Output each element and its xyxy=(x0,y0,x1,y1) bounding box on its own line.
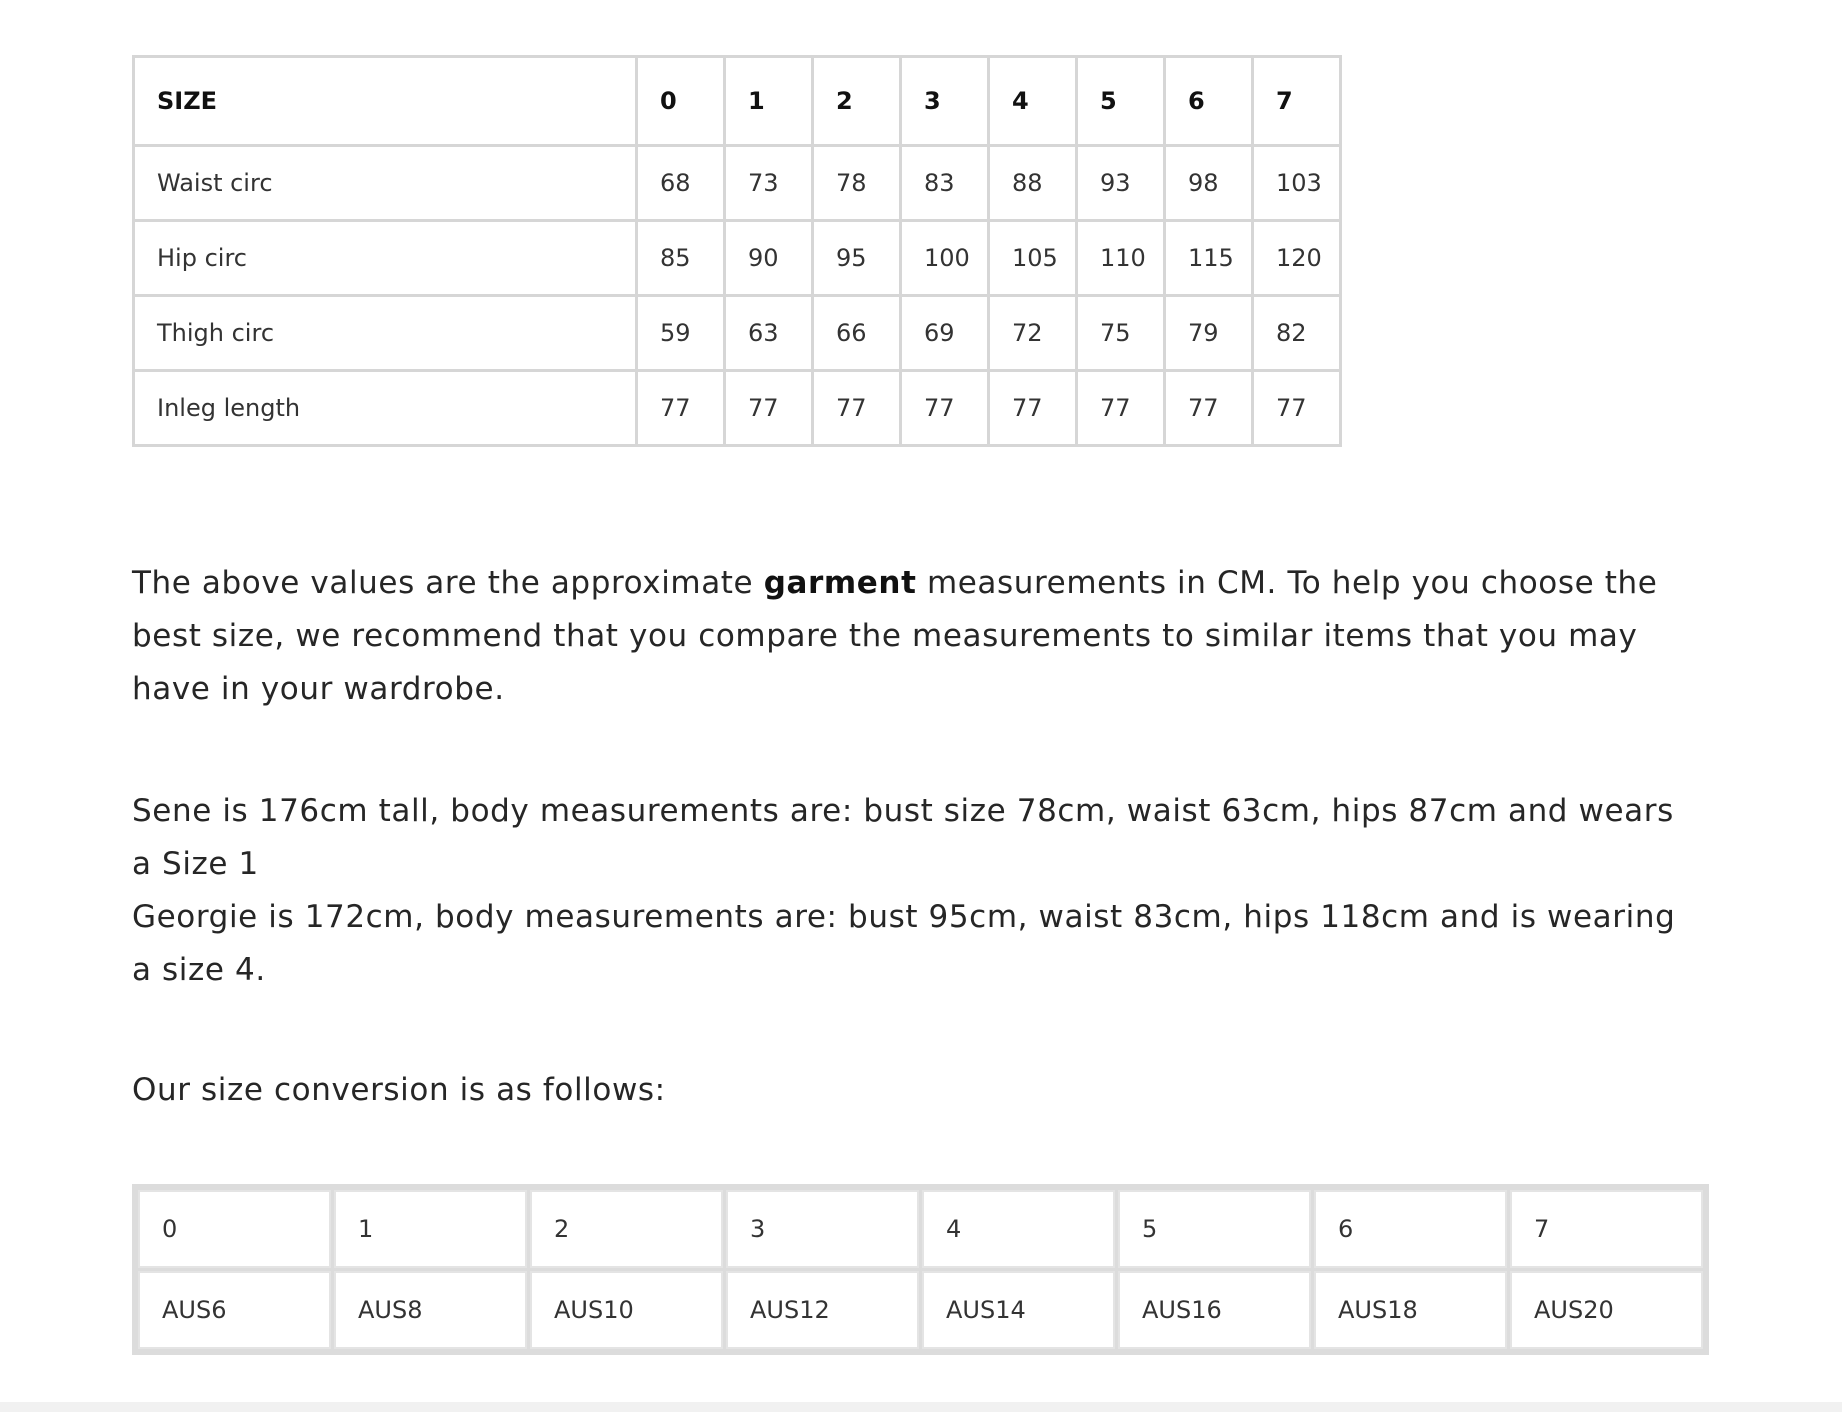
size-header-cell: 1 xyxy=(725,57,813,146)
measurement-value: 77 xyxy=(989,371,1077,446)
measurement-value: 72 xyxy=(989,296,1077,371)
measurement-value: 79 xyxy=(1165,296,1253,371)
size-cell: 4 xyxy=(922,1190,1115,1268)
measurement-value: 78 xyxy=(813,146,901,221)
measurement-value: 77 xyxy=(725,371,813,446)
model-info-sene: Sene is 176cm tall, body measurements are: bust size 78cm, waist 63cm, hips 87cm and wears a Size 1 xyxy=(132,793,1674,882)
measurement-value: 88 xyxy=(989,146,1077,221)
measurement-value: 95 xyxy=(813,221,901,296)
table-row xyxy=(134,146,1341,221)
measurement-value: 73 xyxy=(725,146,813,221)
garment-note-text-start: The above values are the approximate xyxy=(132,565,764,601)
size-cell: 6 xyxy=(1314,1190,1507,1268)
table-row xyxy=(134,296,1341,371)
measurement-value: 77 xyxy=(1165,371,1253,446)
table-row xyxy=(138,1271,1703,1349)
table-row xyxy=(134,221,1341,296)
model-info-georgie: Georgie is 172cm, body measurements are: bust 95cm, waist 83cm, hips 118cm and is wearing a size 4. xyxy=(132,899,1676,988)
measurement-value: 100 xyxy=(901,221,989,296)
aus-size-cell: AUS6 xyxy=(138,1271,331,1349)
measurement-value: 90 xyxy=(725,221,813,296)
measurement-value: 110 xyxy=(1077,221,1165,296)
measurement-value: 98 xyxy=(1165,146,1253,221)
measurement-value: 85 xyxy=(637,221,725,296)
measurement-value: 120 xyxy=(1253,221,1341,296)
aus-size-cell: AUS18 xyxy=(1314,1271,1507,1349)
measurement-value: 115 xyxy=(1165,221,1253,296)
aus-size-cell: AUS16 xyxy=(1118,1271,1311,1349)
measurement-label: Thigh circ xyxy=(134,296,637,371)
measurement-label: Waist circ xyxy=(134,146,637,221)
measurement-value: 93 xyxy=(1077,146,1165,221)
size-header-cell: 0 xyxy=(637,57,725,146)
size-cell: 7 xyxy=(1510,1190,1703,1268)
model-info-paragraph xyxy=(132,785,1692,997)
size-header-cell: 7 xyxy=(1253,57,1341,146)
measurement-value: 83 xyxy=(901,146,989,221)
measurement-value: 63 xyxy=(725,296,813,371)
size-conversion-intro: Our size conversion is as follows: xyxy=(132,1072,666,1108)
measurement-value: 68 xyxy=(637,146,725,221)
measurement-value: 103 xyxy=(1253,146,1341,221)
aus-size-cell: AUS20 xyxy=(1510,1271,1703,1349)
size-cell: 3 xyxy=(726,1190,919,1268)
size-cell: 2 xyxy=(530,1190,723,1268)
size-header-cell: 3 xyxy=(901,57,989,146)
garment-note-emphasis: garment xyxy=(763,565,917,601)
size-header-cell: 4 xyxy=(989,57,1077,146)
size-header-cell: 2 xyxy=(813,57,901,146)
size-cell: 5 xyxy=(1118,1190,1311,1268)
table-row xyxy=(138,1190,1703,1268)
measurement-value: 75 xyxy=(1077,296,1165,371)
measurement-value: 77 xyxy=(637,371,725,446)
measurement-value: 77 xyxy=(901,371,989,446)
measurement-value: 77 xyxy=(813,371,901,446)
aus-size-cell: AUS14 xyxy=(922,1271,1115,1349)
measurement-value: 69 xyxy=(901,296,989,371)
size-chart-header-row xyxy=(134,57,1341,146)
garment-note-text-end: measurements in CM. To help you choose the best size, we recommend that you compare the measurements to similar items that you may have in your wardrobe. xyxy=(132,565,1658,707)
measurement-value: 105 xyxy=(989,221,1077,296)
size-header-cell: SIZE xyxy=(134,57,637,146)
measurement-value: 77 xyxy=(1253,371,1341,446)
size-cell: 0 xyxy=(138,1190,331,1268)
aus-size-cell: AUS10 xyxy=(530,1271,723,1349)
size-header-cell: 5 xyxy=(1077,57,1165,146)
aus-size-cell: AUS8 xyxy=(334,1271,527,1349)
measurement-value: 59 xyxy=(637,296,725,371)
measurement-value: 82 xyxy=(1253,296,1341,371)
garment-note-paragraph xyxy=(132,557,1692,716)
measurement-value: 77 xyxy=(1077,371,1165,446)
footer-band xyxy=(0,1402,1842,1412)
measurement-label: Inleg length xyxy=(134,371,637,446)
size-cell: 1 xyxy=(334,1190,527,1268)
aus-size-cell: AUS12 xyxy=(726,1271,919,1349)
measurement-label: Hip circ xyxy=(134,221,637,296)
table-row xyxy=(134,371,1341,446)
size-conversion-table xyxy=(132,1184,1709,1355)
size-header-cell: 6 xyxy=(1165,57,1253,146)
measurement-value: 66 xyxy=(813,296,901,371)
size-chart-table xyxy=(132,55,1342,447)
